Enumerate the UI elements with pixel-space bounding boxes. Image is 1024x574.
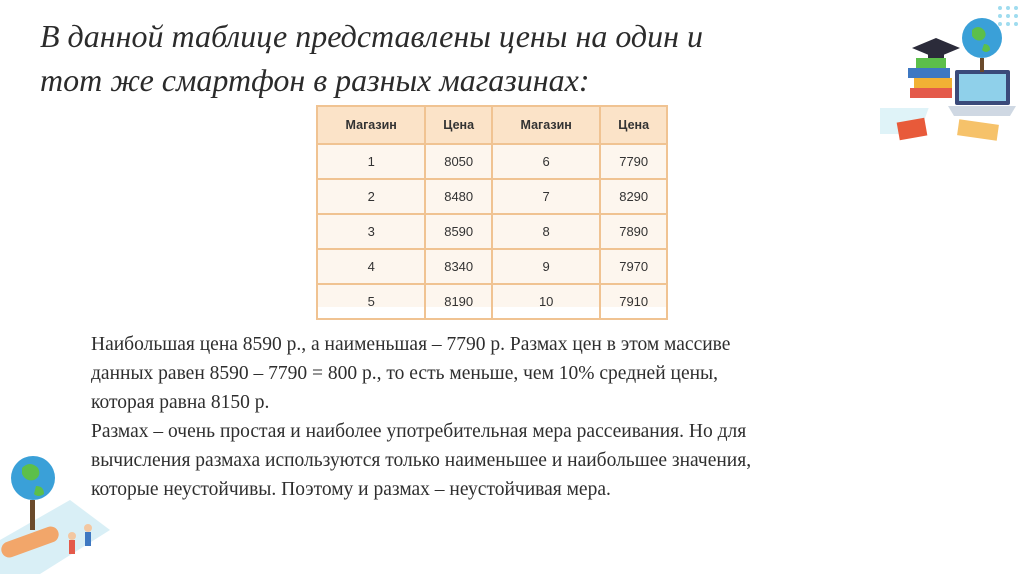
table-cell: 8190 [425, 284, 492, 319]
header-price-1: Цена [425, 106, 492, 144]
graduation-cap-icon [912, 38, 960, 58]
text-line: Наибольшая цена 8590 р., а наименьшая – 7790 р. Размах цен в этом массиве [91, 334, 731, 355]
table-row [317, 249, 667, 284]
table-row [317, 214, 667, 249]
table-cell: 7 [492, 179, 600, 214]
table-cell: 8050 [425, 144, 492, 179]
price-table-container [316, 105, 668, 307]
table-cell: 6 [492, 144, 600, 179]
slide-title [40, 14, 900, 102]
price-table [316, 105, 668, 320]
dotted-pattern-icon [998, 6, 1018, 26]
header-store-2: Магазин [492, 106, 600, 144]
header-store-1: Магазин [317, 106, 425, 144]
table-row [317, 179, 667, 214]
table-cell: 7970 [600, 249, 667, 284]
text-line: которые неустойчивы. Поэтому и размах – неустойчивая мера. [91, 479, 611, 500]
table-cell: 7910 [600, 284, 667, 319]
paragraph-range-definition [91, 417, 991, 504]
table-cell: 8 [492, 214, 600, 249]
explanation-text [91, 330, 991, 504]
table-cell: 7890 [600, 214, 667, 249]
text-line: вычисления размаха используются только наименьшее и наибольшее значения, [91, 450, 752, 471]
table-cell: 9 [492, 249, 600, 284]
books-stack-icon [908, 58, 952, 98]
table-cell: 5 [317, 284, 425, 319]
table-cell: 8480 [425, 179, 492, 214]
table-cell: 8290 [600, 179, 667, 214]
table-cell: 8590 [425, 214, 492, 249]
laptop-icon [948, 70, 1016, 116]
education-illustration-top-right [880, 0, 1024, 150]
table-cell: 1 [317, 144, 425, 179]
header-price-2: Цена [600, 106, 667, 144]
text-line: Размах – очень простая и наиболее употребительная мера рассеивания. Но для [91, 421, 747, 442]
table-cell: 7790 [600, 144, 667, 179]
table-cell: 10 [492, 284, 600, 319]
globe-icon [962, 18, 1002, 72]
table-cell: 2 [317, 179, 425, 214]
title-line-1: В данной таблице представлены цены на один и [40, 18, 703, 54]
text-line: данных равен 8590 – 7790 = 800 р., то есть меньше, чем 10% средней цены, [91, 363, 719, 384]
table-row [317, 144, 667, 179]
table-row [317, 284, 667, 319]
paragraph-range-example [91, 330, 991, 417]
title-line-2: тот же смартфон в разных магазинах: [40, 62, 590, 98]
text-line: которая равна 8150 р. [91, 392, 270, 413]
table-cell: 3 [317, 214, 425, 249]
table-header-row [317, 106, 667, 144]
book-open-icon [957, 119, 999, 140]
table-cell: 8340 [425, 249, 492, 284]
table-cell: 4 [317, 249, 425, 284]
